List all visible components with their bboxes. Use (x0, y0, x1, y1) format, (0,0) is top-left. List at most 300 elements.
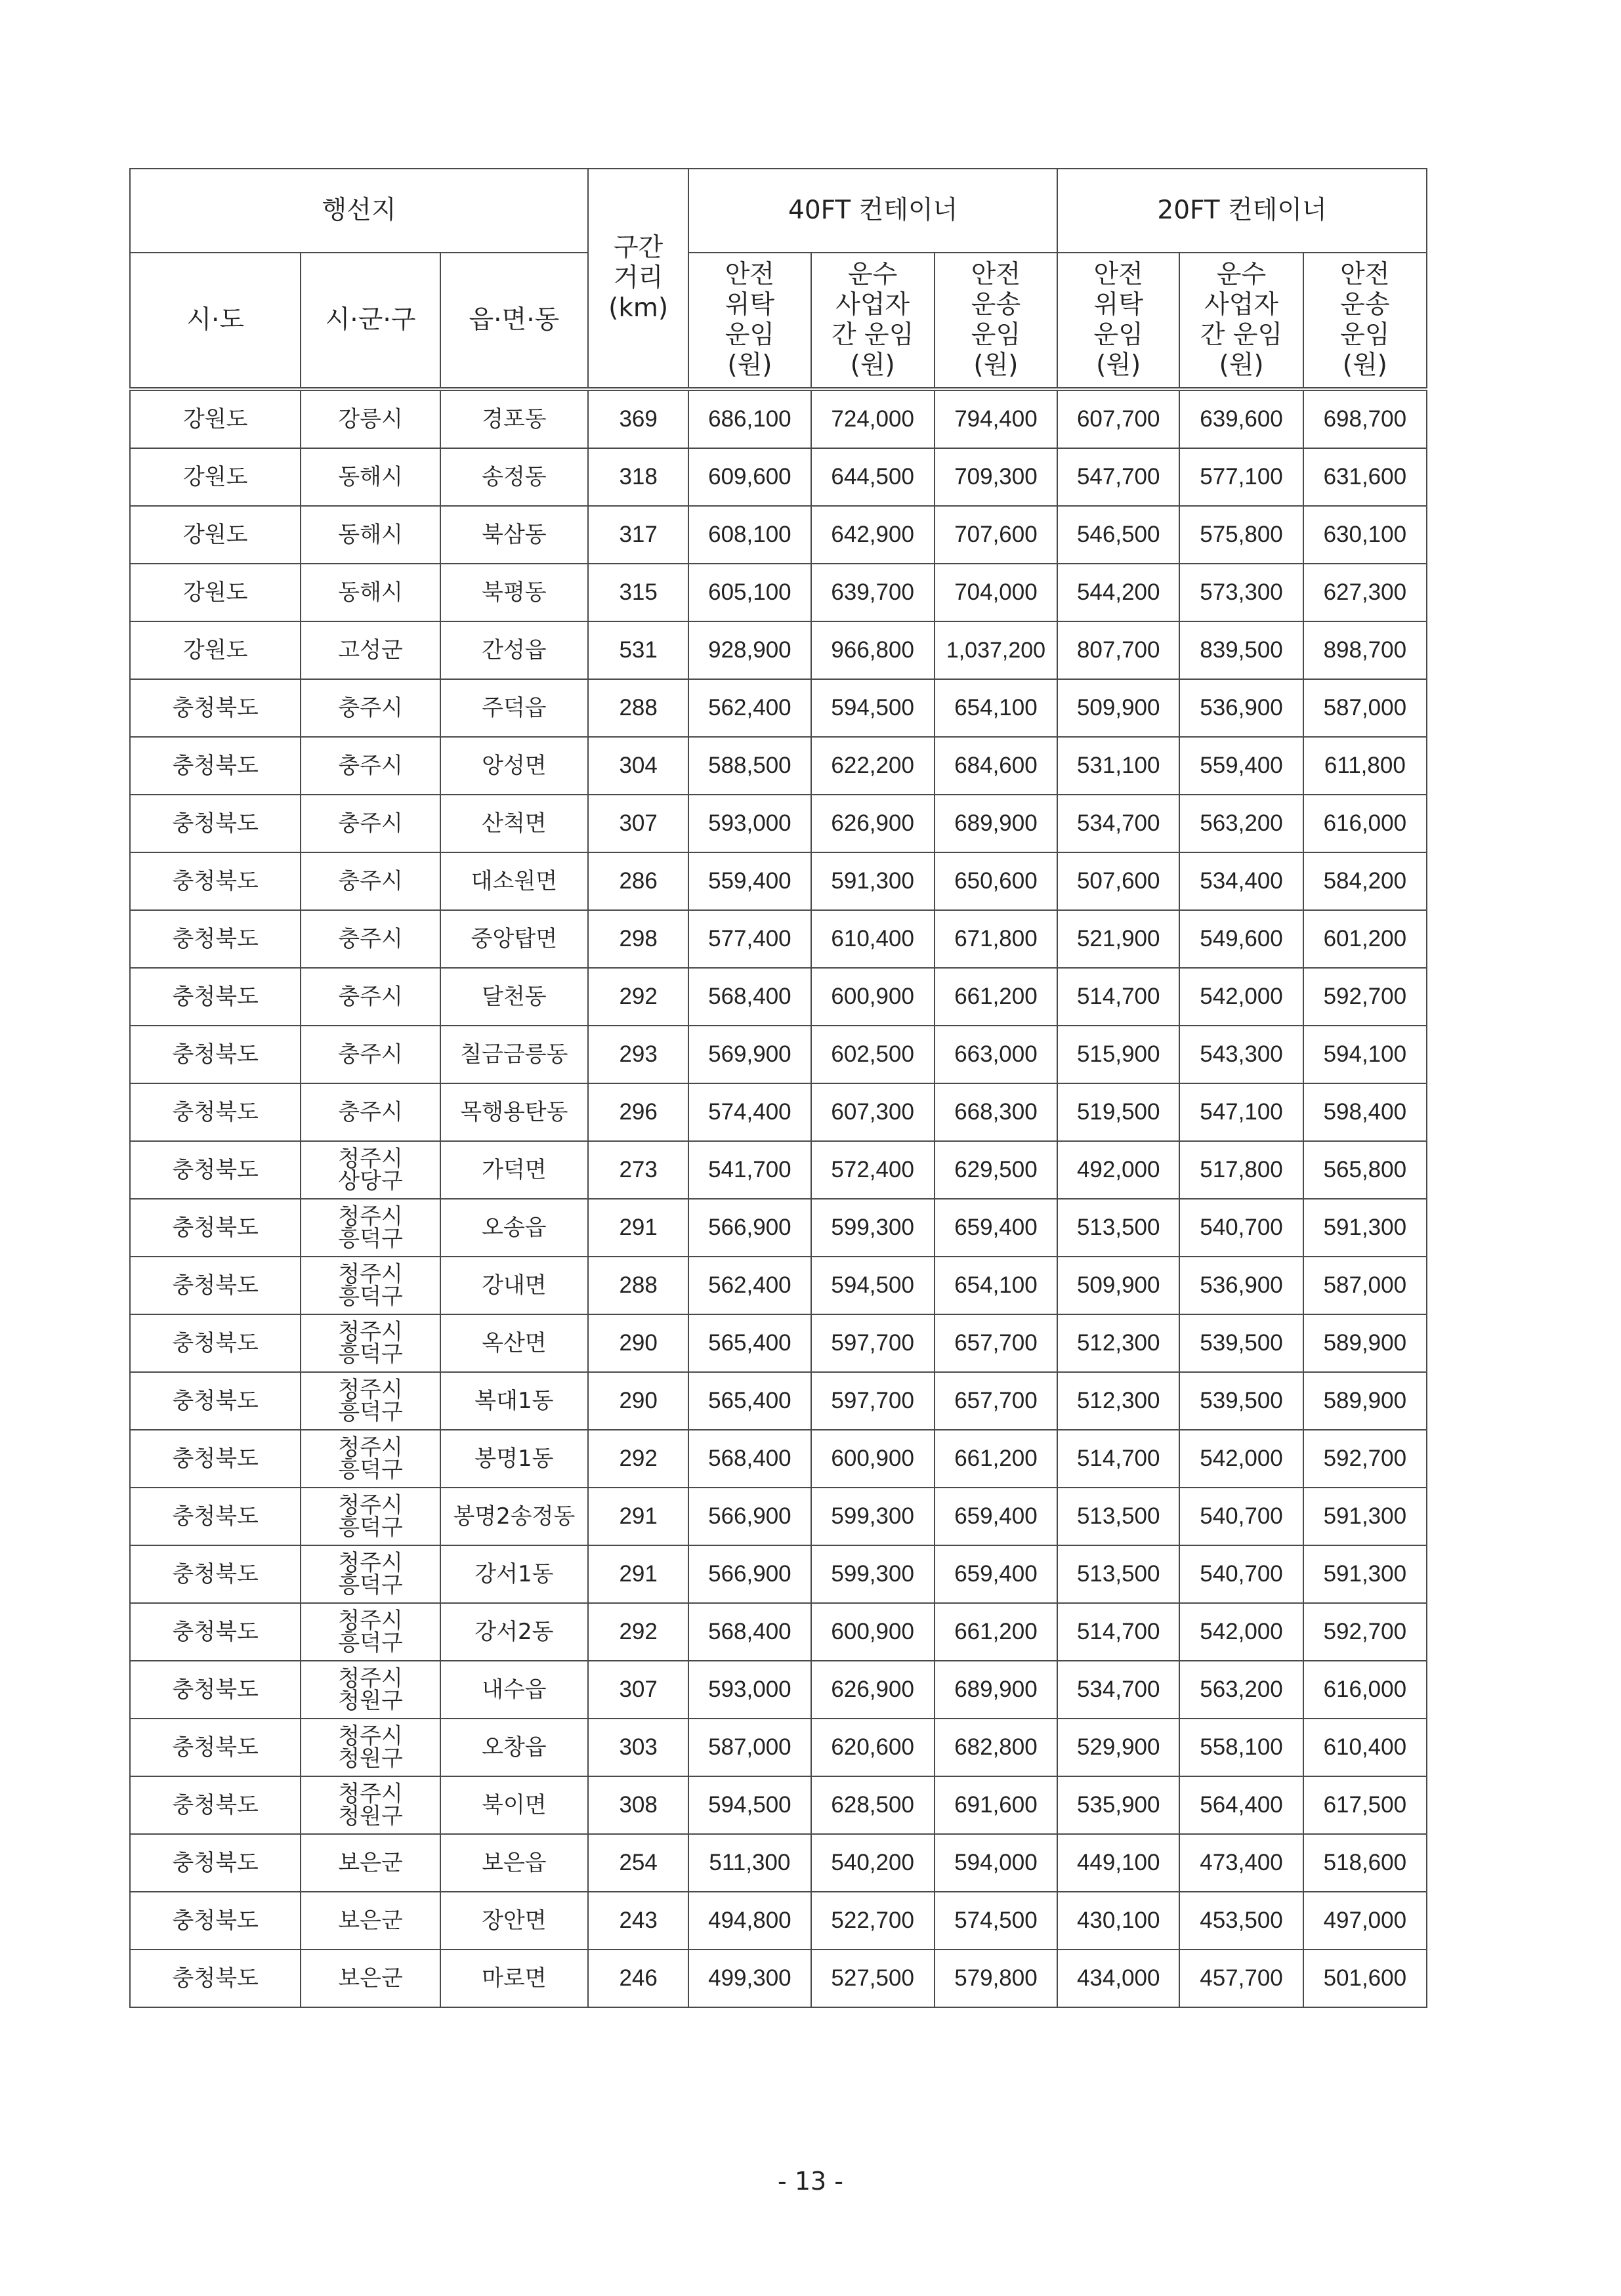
cell-distance-km: 315 (588, 564, 688, 621)
cell-40ft-safety-transport: 659,400 (935, 1545, 1057, 1603)
cell-20ft-carrier-rate: 563,200 (1179, 795, 1303, 852)
table-row (130, 1834, 1427, 1892)
cell-20ft-carrier-rate: 564,400 (1179, 1776, 1303, 1834)
cell-40ft-carrier-rate: 610,400 (811, 910, 935, 968)
cell-20ft-safety-consign: 514,700 (1057, 968, 1179, 1026)
cell-eupmyeondong: 산척면 (440, 795, 588, 852)
cell-sido: 충청북도 (130, 1257, 301, 1314)
cell-20ft-safety-consign: 509,900 (1057, 679, 1179, 737)
cell-sigungu-line: 청주시 (338, 1377, 403, 1403)
cell-20ft-carrier-rate: 517,800 (1179, 1141, 1303, 1199)
cell-20ft-safety-transport: 616,000 (1303, 795, 1427, 852)
cell-40ft-safety-consign: 566,900 (688, 1488, 810, 1545)
cell-distance-km: 291 (588, 1199, 688, 1257)
cell-40ft-safety-consign: 588,500 (688, 737, 810, 795)
table-body (130, 389, 1427, 2007)
table-row (130, 621, 1427, 679)
cell-sigungu-line: 청원구 (338, 1745, 403, 1772)
cell-20ft-safety-consign: 534,700 (1057, 795, 1179, 852)
cell-40ft-safety-consign: 499,300 (688, 1950, 810, 2007)
cell-sigungu-line: 흥덕구 (338, 1226, 403, 1252)
cell-eupmyeondong: 칠금금릉동 (440, 1026, 588, 1083)
cell-distance-km: 290 (588, 1372, 688, 1430)
cell-distance-km: 307 (588, 1661, 688, 1719)
cell-40ft-safety-consign: 494,800 (688, 1892, 810, 1950)
cell-20ft-safety-consign: 434,000 (1057, 1950, 1179, 2007)
cell-20ft-carrier-rate: 457,700 (1179, 1950, 1303, 2007)
cell-sigungu: 동해시 (301, 564, 440, 621)
table-row (130, 1430, 1427, 1488)
cell-sido: 강원도 (130, 564, 301, 621)
cell-20ft-carrier-rate: 534,400 (1179, 852, 1303, 910)
header-sigungu: 시·군·구 (301, 253, 440, 389)
cell-20ft-safety-transport: 592,700 (1303, 1430, 1427, 1488)
cell-sigungu-line: 흥덕구 (338, 1630, 403, 1656)
cell-20ft-safety-consign: 507,600 (1057, 852, 1179, 910)
cell-40ft-carrier-rate: 591,300 (811, 852, 935, 910)
cell-distance-km: 293 (588, 1026, 688, 1083)
cell-20ft-carrier-rate: 542,000 (1179, 1430, 1303, 1488)
cell-20ft-safety-consign: 514,700 (1057, 1430, 1179, 1488)
table-row (130, 1372, 1427, 1430)
cell-40ft-safety-consign: 565,400 (688, 1314, 810, 1372)
cell-40ft-safety-transport: 707,600 (935, 506, 1057, 564)
header-line: 운임 (1093, 320, 1143, 350)
cell-sido: 충청북도 (130, 1603, 301, 1661)
cell-distance-km: 292 (588, 968, 688, 1026)
cell-eupmyeondong: 보은읍 (440, 1834, 588, 1892)
cell-20ft-safety-consign: 515,900 (1057, 1026, 1179, 1083)
table-row (130, 1892, 1427, 1950)
cell-sigungu-line: 청주시 (338, 1665, 403, 1692)
cell-20ft-safety-consign: 521,900 (1057, 910, 1179, 968)
cell-20ft-safety-consign: 430,100 (1057, 1892, 1179, 1950)
cell-eupmyeondong: 북이면 (440, 1776, 588, 1834)
table-row (130, 737, 1427, 795)
cell-20ft-safety-consign: 546,500 (1057, 506, 1179, 564)
table-row (130, 1083, 1427, 1141)
cell-sido: 충청북도 (130, 1372, 301, 1430)
header-distance (588, 169, 688, 389)
cell-eupmyeondong: 북삼동 (440, 506, 588, 564)
cell-sigungu (301, 1488, 440, 1545)
table-row (130, 1950, 1427, 2007)
cell-40ft-safety-transport: 657,700 (935, 1372, 1057, 1430)
cell-20ft-safety-transport: 591,300 (1303, 1199, 1427, 1257)
cell-20ft-carrier-rate: 542,000 (1179, 968, 1303, 1026)
cell-20ft-safety-consign: 513,500 (1057, 1199, 1179, 1257)
cell-40ft-carrier-rate: 600,900 (811, 968, 935, 1026)
cell-40ft-safety-consign: 574,400 (688, 1083, 810, 1141)
cell-sido: 충청북도 (130, 795, 301, 852)
cell-40ft-carrier-rate: 622,200 (811, 737, 935, 795)
cell-40ft-safety-consign: 565,400 (688, 1372, 810, 1430)
cell-distance-km: 246 (588, 1950, 688, 2007)
cell-sido: 충청북도 (130, 737, 301, 795)
cell-sido: 충청북도 (130, 1314, 301, 1372)
cell-40ft-carrier-rate: 597,700 (811, 1314, 935, 1372)
cell-eupmyeondong: 달천동 (440, 968, 588, 1026)
header-line: (원) (727, 350, 772, 380)
cell-40ft-carrier-rate: 607,300 (811, 1083, 935, 1141)
header-line: 안전 (1093, 260, 1143, 289)
cell-40ft-safety-consign: 559,400 (688, 852, 810, 910)
cell-distance-km: 254 (588, 1834, 688, 1892)
cell-20ft-safety-consign: 807,700 (1057, 621, 1179, 679)
cell-distance-km: 531 (588, 621, 688, 679)
cell-sigungu: 보은군 (301, 1892, 440, 1950)
header-40ft-safety-transport (935, 253, 1057, 389)
page-number: - 13 - (778, 2167, 843, 2196)
cell-sido: 충청북도 (130, 679, 301, 737)
cell-20ft-carrier-rate: 536,900 (1179, 679, 1303, 737)
header-40ft-carrier-rate (811, 253, 935, 389)
cell-sigungu-line: 흥덕구 (338, 1399, 403, 1425)
table-row (130, 564, 1427, 621)
cell-20ft-safety-consign: 531,100 (1057, 737, 1179, 795)
cell-sigungu-line: 흥덕구 (338, 1457, 403, 1483)
cell-20ft-safety-transport: 610,400 (1303, 1719, 1427, 1776)
cell-40ft-carrier-rate: 600,900 (811, 1430, 935, 1488)
cell-eupmyeondong: 강내면 (440, 1257, 588, 1314)
header-20ft-carrier-rate (1179, 253, 1303, 389)
header-line: 사업자 (1204, 290, 1279, 320)
cell-40ft-safety-transport: 659,400 (935, 1488, 1057, 1545)
cell-eupmyeondong: 오창읍 (440, 1719, 588, 1776)
cell-20ft-safety-consign: 529,900 (1057, 1719, 1179, 1776)
cell-40ft-safety-transport: 1,037,200 (935, 621, 1057, 679)
cell-20ft-safety-consign: 512,300 (1057, 1314, 1179, 1372)
cell-sido: 충청북도 (130, 852, 301, 910)
cell-40ft-safety-transport: 629,500 (935, 1141, 1057, 1199)
cell-sigungu-line: 청주시 (338, 1781, 403, 1807)
cell-40ft-carrier-rate: 594,500 (811, 679, 935, 737)
cell-distance-km: 291 (588, 1488, 688, 1545)
header-line: (원) (850, 350, 895, 380)
cell-20ft-carrier-rate: 539,500 (1179, 1372, 1303, 1430)
cell-20ft-carrier-rate: 473,400 (1179, 1834, 1303, 1892)
cell-20ft-safety-consign: 534,700 (1057, 1661, 1179, 1719)
cell-40ft-carrier-rate: 639,700 (811, 564, 935, 621)
header-line: 간 운임 (1200, 320, 1283, 350)
cell-20ft-safety-transport: 592,700 (1303, 1603, 1427, 1661)
cell-sido: 충청북도 (130, 1892, 301, 1950)
cell-sido: 충청북도 (130, 1430, 301, 1488)
cell-40ft-carrier-rate: 644,500 (811, 448, 935, 506)
cell-sigungu-line: 청원구 (338, 1803, 403, 1829)
cell-distance-km: 292 (588, 1603, 688, 1661)
cell-sigungu (301, 1545, 440, 1603)
cell-40ft-safety-transport: 668,300 (935, 1083, 1057, 1141)
table-row (130, 1661, 1427, 1719)
cell-distance-km: 303 (588, 1719, 688, 1776)
cell-sigungu: 충주시 (301, 737, 440, 795)
cell-sigungu (301, 1719, 440, 1776)
cell-40ft-safety-transport: 659,400 (935, 1199, 1057, 1257)
header-40ft-safety-consign (688, 253, 810, 389)
cell-20ft-safety-consign: 547,700 (1057, 448, 1179, 506)
cell-20ft-safety-consign: 492,000 (1057, 1141, 1179, 1199)
cell-distance-km: 290 (588, 1314, 688, 1372)
cell-distance-km: 296 (588, 1083, 688, 1141)
cell-20ft-safety-consign: 544,200 (1057, 564, 1179, 621)
cell-eupmyeondong: 강서1동 (440, 1545, 588, 1603)
header-line: 위탁 (1093, 290, 1143, 320)
header-distance-line: 구간 (613, 233, 663, 262)
cell-distance-km: 304 (588, 737, 688, 795)
cell-distance-km: 307 (588, 795, 688, 852)
cell-distance-km: 369 (588, 389, 688, 448)
cell-20ft-safety-consign: 512,300 (1057, 1372, 1179, 1430)
header-line: (원) (973, 350, 1019, 380)
cell-20ft-carrier-rate: 577,100 (1179, 448, 1303, 506)
cell-40ft-carrier-rate: 527,500 (811, 1950, 935, 2007)
cell-eupmyeondong: 봉명1동 (440, 1430, 588, 1488)
cell-eupmyeondong: 목행용탄동 (440, 1083, 588, 1141)
header-sido: 시·도 (130, 253, 301, 389)
cell-sido: 충청북도 (130, 1834, 301, 1892)
cell-sigungu-line: 청주시 (338, 1146, 403, 1172)
cell-20ft-safety-transport: 630,100 (1303, 506, 1427, 564)
cell-20ft-safety-transport: 589,900 (1303, 1314, 1427, 1372)
freight-rate-table (129, 168, 1427, 2008)
cell-40ft-safety-consign: 594,500 (688, 1776, 810, 1834)
header-line: 운수 (847, 260, 898, 289)
cell-40ft-safety-transport: 689,900 (935, 1661, 1057, 1719)
cell-20ft-safety-transport: 631,600 (1303, 448, 1427, 506)
cell-20ft-carrier-rate: 540,700 (1179, 1199, 1303, 1257)
cell-40ft-safety-consign: 541,700 (688, 1141, 810, 1199)
cell-20ft-carrier-rate: 639,600 (1179, 389, 1303, 448)
cell-40ft-carrier-rate: 594,500 (811, 1257, 935, 1314)
cell-40ft-safety-consign: 608,100 (688, 506, 810, 564)
cell-20ft-safety-consign: 449,100 (1057, 1834, 1179, 1892)
cell-40ft-carrier-rate: 599,300 (811, 1488, 935, 1545)
cell-20ft-carrier-rate: 543,300 (1179, 1026, 1303, 1083)
cell-20ft-safety-consign: 535,900 (1057, 1776, 1179, 1834)
cell-20ft-carrier-rate: 549,600 (1179, 910, 1303, 968)
cell-20ft-safety-transport: 518,600 (1303, 1834, 1427, 1892)
cell-20ft-safety-transport: 617,500 (1303, 1776, 1427, 1834)
header-line: (원) (1096, 350, 1141, 380)
cell-20ft-carrier-rate: 547,100 (1179, 1083, 1303, 1141)
header-line: 운임 (971, 320, 1021, 350)
table-row (130, 1776, 1427, 1834)
cell-20ft-carrier-rate: 573,300 (1179, 564, 1303, 621)
cell-20ft-safety-consign: 509,900 (1057, 1257, 1179, 1314)
header-line: 사업자 (835, 290, 910, 320)
cell-20ft-safety-transport: 587,000 (1303, 679, 1427, 737)
cell-20ft-carrier-rate: 540,700 (1179, 1545, 1303, 1603)
cell-40ft-safety-consign: 605,100 (688, 564, 810, 621)
cell-40ft-safety-transport: 579,800 (935, 1950, 1057, 2007)
cell-sigungu-line: 청주시 (338, 1723, 403, 1749)
cell-20ft-safety-transport: 497,000 (1303, 1892, 1427, 1950)
cell-sigungu: 동해시 (301, 506, 440, 564)
header-20ft-safety-consign (1057, 253, 1179, 389)
header-line: 안전 (1340, 260, 1390, 289)
header-line: 안전 (971, 260, 1021, 289)
header-20ft: 20FT 컨테이너 (1057, 169, 1427, 253)
cell-20ft-safety-transport: 501,600 (1303, 1950, 1427, 2007)
cell-40ft-safety-transport: 691,600 (935, 1776, 1057, 1834)
cell-20ft-safety-consign: 513,500 (1057, 1545, 1179, 1603)
cell-eupmyeondong: 송정동 (440, 448, 588, 506)
cell-sigungu: 보은군 (301, 1834, 440, 1892)
cell-distance-km: 286 (588, 852, 688, 910)
cell-distance-km: 273 (588, 1141, 688, 1199)
table-row (130, 1488, 1427, 1545)
cell-40ft-safety-transport: 682,800 (935, 1719, 1057, 1776)
cell-sigungu (301, 1430, 440, 1488)
cell-40ft-safety-transport: 689,900 (935, 795, 1057, 852)
cell-40ft-carrier-rate: 599,300 (811, 1199, 935, 1257)
cell-40ft-carrier-rate: 966,800 (811, 621, 935, 679)
cell-sigungu: 충주시 (301, 795, 440, 852)
cell-sigungu (301, 1661, 440, 1719)
cell-sigungu: 보은군 (301, 1950, 440, 2007)
cell-20ft-safety-transport: 591,300 (1303, 1488, 1427, 1545)
cell-40ft-safety-consign: 562,400 (688, 679, 810, 737)
cell-sigungu-line: 흥덕구 (338, 1341, 403, 1367)
cell-40ft-safety-transport: 594,000 (935, 1834, 1057, 1892)
cell-distance-km: 298 (588, 910, 688, 968)
cell-20ft-safety-transport: 898,700 (1303, 621, 1427, 679)
cell-40ft-safety-transport: 661,200 (935, 1603, 1057, 1661)
table-row (130, 1545, 1427, 1603)
cell-sigungu: 충주시 (301, 1083, 440, 1141)
cell-sigungu (301, 1257, 440, 1314)
cell-20ft-carrier-rate: 839,500 (1179, 621, 1303, 679)
cell-sido: 충청북도 (130, 1141, 301, 1199)
cell-sido: 충청북도 (130, 968, 301, 1026)
header-line: 간 운임 (831, 320, 914, 350)
cell-20ft-safety-transport: 627,300 (1303, 564, 1427, 621)
cell-eupmyeondong: 대소원면 (440, 852, 588, 910)
cell-sido: 충청북도 (130, 1950, 301, 2007)
cell-sido: 강원도 (130, 506, 301, 564)
cell-sigungu-line: 청원구 (338, 1688, 403, 1714)
cell-sigungu: 고성군 (301, 621, 440, 679)
cell-20ft-carrier-rate: 575,800 (1179, 506, 1303, 564)
cell-20ft-safety-transport: 584,200 (1303, 852, 1427, 910)
cell-40ft-safety-transport: 654,100 (935, 1257, 1057, 1314)
cell-40ft-safety-transport: 650,600 (935, 852, 1057, 910)
cell-40ft-carrier-rate: 597,700 (811, 1372, 935, 1430)
cell-sido: 충청북도 (130, 1661, 301, 1719)
cell-sido: 충청북도 (130, 1488, 301, 1545)
cell-20ft-safety-transport: 587,000 (1303, 1257, 1427, 1314)
cell-40ft-carrier-rate: 600,900 (811, 1603, 935, 1661)
cell-20ft-safety-transport: 592,700 (1303, 968, 1427, 1026)
cell-sigungu-line: 청주시 (338, 1319, 403, 1345)
cell-20ft-safety-consign: 519,500 (1057, 1083, 1179, 1141)
cell-sigungu-line: 청주시 (338, 1608, 403, 1634)
header-line: 운임 (725, 320, 775, 350)
cell-40ft-safety-consign: 928,900 (688, 621, 810, 679)
cell-20ft-carrier-rate: 559,400 (1179, 737, 1303, 795)
cell-40ft-safety-consign: 566,900 (688, 1545, 810, 1603)
cell-sido: 충청북도 (130, 910, 301, 968)
cell-sigungu-line: 청주시 (338, 1434, 403, 1461)
cell-sigungu (301, 1199, 440, 1257)
cell-40ft-safety-transport: 684,600 (935, 737, 1057, 795)
cell-40ft-safety-transport: 663,000 (935, 1026, 1057, 1083)
cell-eupmyeondong: 오송읍 (440, 1199, 588, 1257)
cell-40ft-safety-consign: 566,900 (688, 1199, 810, 1257)
cell-20ft-carrier-rate: 558,100 (1179, 1719, 1303, 1776)
table-row (130, 506, 1427, 564)
cell-40ft-safety-consign: 593,000 (688, 1661, 810, 1719)
header-line: 안전 (725, 260, 775, 289)
cell-40ft-carrier-rate: 602,500 (811, 1026, 935, 1083)
cell-40ft-carrier-rate: 724,000 (811, 389, 935, 448)
cell-sigungu: 충주시 (301, 910, 440, 968)
cell-eupmyeondong: 봉명2송정동 (440, 1488, 588, 1545)
header-line: (원) (1219, 350, 1264, 380)
cell-sigungu (301, 1314, 440, 1372)
cell-eupmyeondong: 경포동 (440, 389, 588, 448)
cell-eupmyeondong: 중앙탑면 (440, 910, 588, 968)
cell-sigungu: 충주시 (301, 852, 440, 910)
cell-sido: 충청북도 (130, 1026, 301, 1083)
cell-20ft-safety-transport: 565,800 (1303, 1141, 1427, 1199)
header-20ft-safety-transport (1303, 253, 1427, 389)
cell-20ft-safety-consign: 514,700 (1057, 1603, 1179, 1661)
cell-sigungu (301, 1603, 440, 1661)
cell-sigungu (301, 1372, 440, 1430)
cell-40ft-safety-transport: 794,400 (935, 389, 1057, 448)
header-eupmyeondong: 읍·면·동 (440, 253, 588, 389)
cell-eupmyeondong: 장안면 (440, 1892, 588, 1950)
cell-20ft-safety-transport: 591,300 (1303, 1545, 1427, 1603)
cell-distance-km: 318 (588, 448, 688, 506)
header-line: 운송 (971, 290, 1021, 320)
cell-eupmyeondong: 간성읍 (440, 621, 588, 679)
cell-40ft-carrier-rate: 628,500 (811, 1776, 935, 1834)
cell-sigungu-line: 청주시 (338, 1492, 403, 1518)
cell-sigungu: 충주시 (301, 679, 440, 737)
cell-20ft-safety-transport: 594,100 (1303, 1026, 1427, 1083)
cell-40ft-safety-consign: 568,400 (688, 1603, 810, 1661)
table-row (130, 1026, 1427, 1083)
cell-40ft-carrier-rate: 642,900 (811, 506, 935, 564)
cell-sigungu-line: 청주시 (338, 1261, 403, 1287)
cell-distance-km: 317 (588, 506, 688, 564)
header-line: 운송 (1340, 290, 1390, 320)
cell-20ft-carrier-rate: 539,500 (1179, 1314, 1303, 1372)
cell-eupmyeondong: 주덕읍 (440, 679, 588, 737)
cell-sigungu-line: 흥덕구 (338, 1284, 403, 1310)
cell-20ft-carrier-rate: 540,700 (1179, 1488, 1303, 1545)
cell-eupmyeondong: 마로면 (440, 1950, 588, 2007)
cell-sigungu: 강릉시 (301, 389, 440, 448)
cell-20ft-safety-consign: 607,700 (1057, 389, 1179, 448)
cell-40ft-safety-consign: 577,400 (688, 910, 810, 968)
table-row (130, 679, 1427, 737)
cell-sido: 강원도 (130, 448, 301, 506)
cell-sido: 충청북도 (130, 1545, 301, 1603)
cell-20ft-carrier-rate: 542,000 (1179, 1603, 1303, 1661)
cell-40ft-safety-transport: 661,200 (935, 968, 1057, 1026)
cell-eupmyeondong: 내수읍 (440, 1661, 588, 1719)
cell-40ft-safety-transport: 657,700 (935, 1314, 1057, 1372)
cell-40ft-carrier-rate: 626,900 (811, 1661, 935, 1719)
cell-40ft-safety-consign: 511,300 (688, 1834, 810, 1892)
cell-40ft-safety-transport: 709,300 (935, 448, 1057, 506)
cell-40ft-safety-consign: 562,400 (688, 1257, 810, 1314)
cell-20ft-safety-transport: 589,900 (1303, 1372, 1427, 1430)
